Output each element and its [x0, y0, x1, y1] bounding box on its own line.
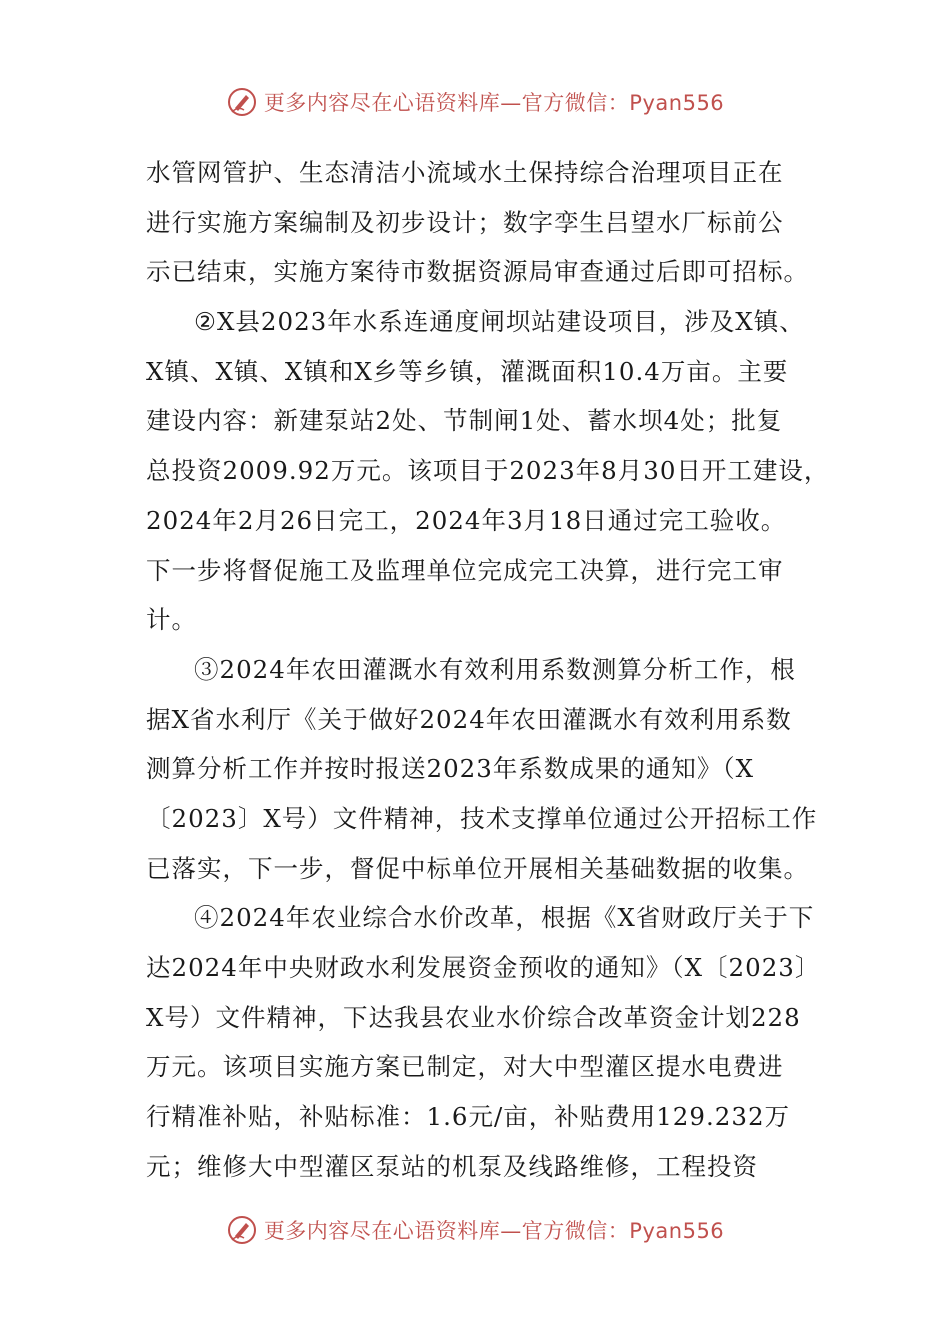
paragraph-start-line: ②X县2023年水系连通度闸坝站建设项目，涉及X镇、	[194, 307, 805, 337]
text-line: 已落实，下一步，督促中标单位开展相关基础数据的收集。	[146, 853, 809, 883]
text-line: 〔2023〕X号）文件精神，技术支撑单位通过公开招标工作	[146, 803, 818, 833]
text-line: 建设内容：新建泵站2处、节制闸1处、蓄水坝4处；批复	[146, 406, 783, 436]
text-line: 万元。该项目实施方案已制定，对大中型灌区提水电费进	[146, 1052, 784, 1082]
paragraph-start-line: ③2024年农田灌溉水有效利用系数测算分析工作，根	[194, 654, 796, 684]
text-line: 行精准补贴，补贴标准：1.6元/亩，补贴费用129.232万	[146, 1102, 791, 1132]
text-line: X号）文件精神，下达我县农业水价综合改革资金计划228	[146, 1002, 801, 1032]
text-line: 元；维修大中型灌区泵站的机泵及线路维修，工程投资	[146, 1151, 758, 1181]
footer-watermark-banner	[0, 1210, 950, 1250]
pen-logo-icon	[226, 1214, 258, 1246]
header-watermark-banner	[0, 82, 950, 122]
text-line: 据X省水利厅《关于做好2024年农田灌溉水有效利用系数	[146, 704, 792, 734]
text-line: X镇、X镇、X镇和X乡等乡镇，灌溉面积10.4万亩。主要	[146, 356, 789, 386]
text-line: 计。	[146, 605, 197, 635]
paragraph-start-line: ④2024年农业综合水价改革，根据《X省财政厅关于下	[194, 903, 815, 933]
pen-logo-icon	[226, 86, 258, 118]
text-line: 下一步将督促施工及监理单位完成完工决算，进行完工审	[146, 555, 784, 585]
header-watermark-text: 更多内容尽在心语资料库—官方微信：Pyan556	[263, 91, 725, 115]
text-line: 水管网管护、生态清洁小流域水土保持综合治理项目正在	[146, 158, 784, 187]
text-line: 总投资2009.92万元。该项目于2023年8月30日开工建设，	[146, 456, 830, 486]
footer-watermark-text: 更多内容尽在心语资料库—官方微信：Pyan556	[263, 1219, 725, 1243]
text-line: 达2024年中央财政水利发展资金预收的通知》（X〔2023〕	[146, 953, 821, 982]
text-line: 2024年2月26日完工，2024年3月18日通过完工验收。	[146, 505, 787, 535]
text-line: 示已结束，实施方案待市数据资源局审查通过后即可招标。	[146, 257, 809, 287]
text-line: 测算分析工作并按时报送2023年系数成果的通知》（X	[146, 754, 755, 784]
document-body	[146, 148, 830, 1191]
text-line: 进行实施方案编制及初步设计；数字孪生吕望水厂标前公	[146, 207, 784, 237]
